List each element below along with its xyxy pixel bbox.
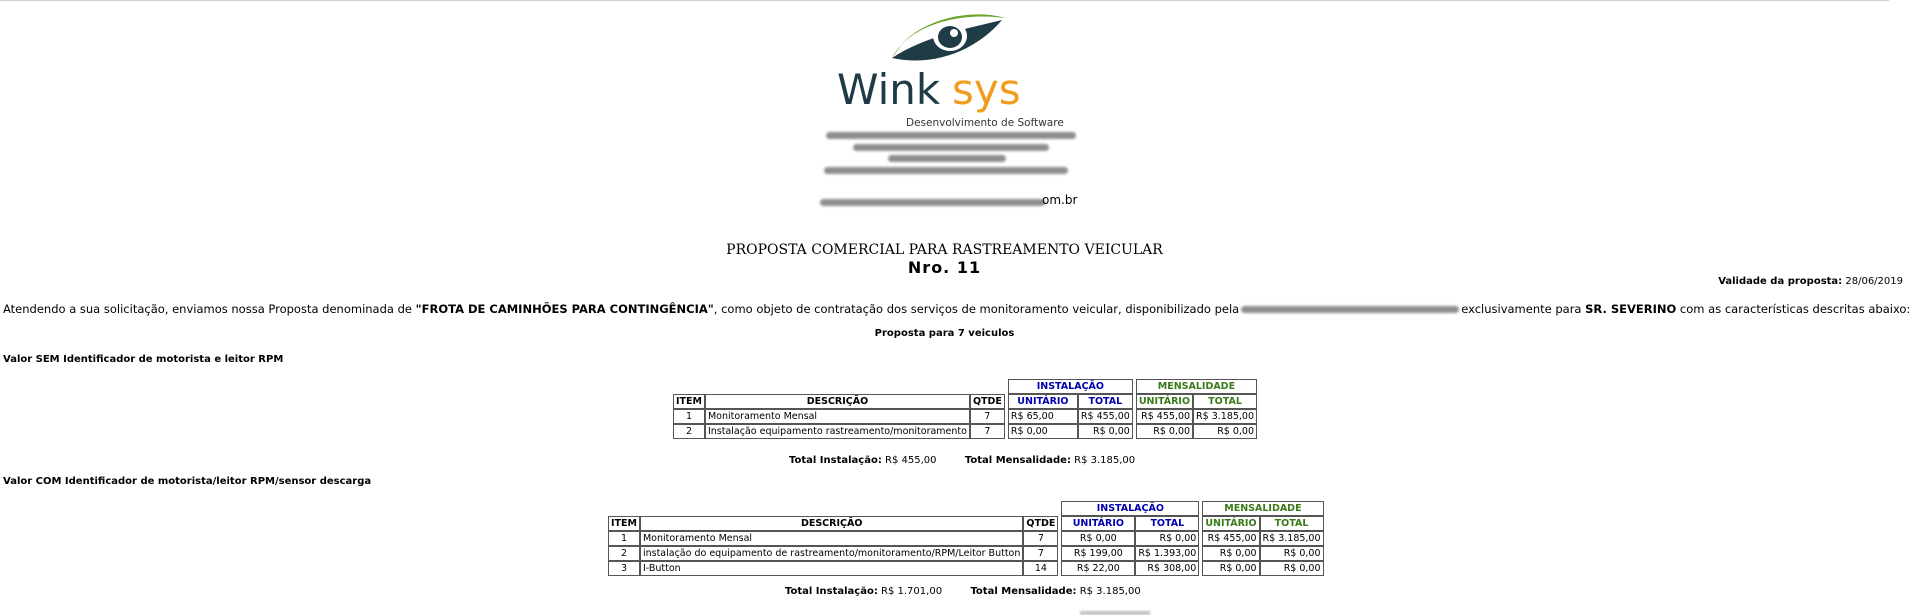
total-inst-label: Total Instalação: bbox=[785, 586, 878, 597]
col-descricao: DESCRIÇÃO bbox=[640, 516, 1023, 531]
group-header-row bbox=[673, 379, 1257, 394]
cell-qtde: 14 bbox=[1023, 561, 1058, 576]
eye-icon bbox=[892, 14, 1005, 60]
section2-table bbox=[608, 501, 1324, 576]
cell-item: 2 bbox=[673, 424, 705, 439]
intro-text-2: , como objeto de contratação dos serviços de monitoramento veicular, disponibilizado pela bbox=[713, 302, 1240, 316]
client-name: SR. SEVERINO bbox=[1585, 302, 1677, 316]
cell-inst-total: R$ 308,00 bbox=[1135, 561, 1199, 576]
cell-inst-unit: R$ 199,00 bbox=[1061, 546, 1135, 561]
proposal-name: "FROTA DE CAMINHÕES PARA CONTINGÊNCIA" bbox=[415, 302, 714, 316]
cell-qtde: 7 bbox=[970, 409, 1005, 424]
table-row bbox=[608, 561, 1324, 576]
cell-item: 1 bbox=[608, 531, 640, 546]
redacted-company bbox=[1241, 306, 1459, 313]
proposal-vehicles: Proposta para 7 veiculos bbox=[874, 328, 1015, 339]
validity bbox=[1718, 276, 1903, 287]
email-suffix: om.br bbox=[1042, 193, 1078, 207]
cell-inst-unit: R$ 0,00 bbox=[1008, 424, 1078, 439]
cell-mens-total: R$ 3.185,00 bbox=[1260, 531, 1324, 546]
cell-inst-unit: R$ 22,00 bbox=[1061, 561, 1135, 576]
group-mensalidade: MENSALIDADE bbox=[1202, 501, 1323, 516]
cell-inst-unit: R$ 65,00 bbox=[1008, 409, 1078, 424]
total-inst-label: Total Instalação: bbox=[789, 455, 882, 466]
group-instalacao: INSTALAÇÃO bbox=[1008, 379, 1133, 394]
redacted-email bbox=[820, 199, 1045, 206]
redacted-company-name bbox=[826, 132, 1076, 139]
brand-sys: sys bbox=[952, 65, 1021, 114]
total-inst-value: R$ 1.701,00 bbox=[881, 586, 943, 597]
cell-mens-total: R$ 0,00 bbox=[1193, 424, 1257, 439]
section1-table bbox=[673, 379, 1257, 439]
intro-text-1: Atendendo a sua solicitação, enviamos nossa Proposta denominada de bbox=[3, 302, 416, 316]
total-mens-value: R$ 3.185,00 bbox=[1074, 455, 1136, 466]
proposal-title: PROPOSTA COMERCIAL PARA RASTREAMENTO VEICULAR bbox=[726, 242, 1163, 258]
cell-desc: Monitoramento Mensal bbox=[640, 531, 1023, 546]
intro-text-4: com as características descritas abaixo: bbox=[1676, 302, 1910, 316]
section1-totals bbox=[789, 455, 1135, 466]
cell-inst-total: R$ 1.393,00 bbox=[1135, 546, 1199, 561]
table-row bbox=[673, 409, 1257, 424]
group-header-row bbox=[608, 501, 1324, 516]
col-mens-unit: UNITÁRIO bbox=[1202, 516, 1259, 531]
col-descricao: DESCRIÇÃO bbox=[705, 394, 970, 409]
cell-mens-unit: R$ 0,00 bbox=[1136, 424, 1193, 439]
cell-mens-unit: R$ 455,00 bbox=[1202, 531, 1259, 546]
cell-desc: I-Button bbox=[640, 561, 1023, 576]
cell-qtde: 7 bbox=[970, 424, 1005, 439]
cell-inst-total: R$ 0,00 bbox=[1078, 424, 1133, 439]
top-border bbox=[0, 0, 1889, 1]
col-mens-unit: UNITÁRIO bbox=[1136, 394, 1193, 409]
col-mens-total: TOTAL bbox=[1260, 516, 1324, 531]
col-inst-total: TOTAL bbox=[1078, 394, 1133, 409]
section2-title: Valor COM Identificador de motorista/leitor RPM/sensor descarga bbox=[3, 476, 372, 487]
cell-mens-unit: R$ 0,00 bbox=[1202, 546, 1259, 561]
brand-wink: Wink bbox=[837, 65, 941, 114]
section1-title: Valor SEM Identificador de motorista e leitor RPM bbox=[3, 354, 284, 365]
table-row bbox=[673, 424, 1257, 439]
total-mens-label: Total Mensalidade: bbox=[964, 455, 1071, 466]
cell-mens-total: R$ 0,00 bbox=[1260, 561, 1324, 576]
cell-desc: Instalação equipamento rastreamento/monitoramento bbox=[705, 424, 970, 439]
cell-inst-unit: R$ 0,00 bbox=[1061, 531, 1135, 546]
cell-mens-total: R$ 0,00 bbox=[1260, 546, 1324, 561]
col-qtde: QTDE bbox=[1023, 516, 1058, 531]
table-row bbox=[608, 531, 1324, 546]
cell-mens-unit: R$ 455,00 bbox=[1136, 409, 1193, 424]
cell-item: 3 bbox=[608, 561, 640, 576]
cell-inst-total: R$ 455,00 bbox=[1078, 409, 1133, 424]
col-inst-unit: UNITÁRIO bbox=[1008, 394, 1078, 409]
table-row bbox=[608, 546, 1324, 561]
section2-totals bbox=[785, 586, 1141, 597]
cell-mens-unit: R$ 0,00 bbox=[1202, 561, 1259, 576]
cell-mens-total: R$ 3.185,00 bbox=[1193, 409, 1257, 424]
col-inst-total: TOTAL bbox=[1135, 516, 1199, 531]
cell-qtde: 7 bbox=[1023, 546, 1058, 561]
redacted-address bbox=[853, 144, 1049, 151]
intro-paragraph bbox=[3, 302, 1910, 316]
proposal-number: Nro. 11 bbox=[907, 258, 982, 277]
col-item: ITEM bbox=[673, 394, 705, 409]
winksys-logo bbox=[830, 6, 1070, 131]
redacted-phone bbox=[824, 167, 1068, 174]
total-mens-label: Total Mensalidade: bbox=[970, 586, 1077, 597]
column-header-row bbox=[608, 516, 1324, 531]
col-qtde: QTDE bbox=[970, 394, 1005, 409]
col-inst-unit: UNITÁRIO bbox=[1061, 516, 1135, 531]
company-email bbox=[820, 193, 1120, 211]
cell-inst-total: R$ 0,00 bbox=[1135, 531, 1199, 546]
cell-desc: Monitoramento Mensal bbox=[705, 409, 970, 424]
cell-item: 2 bbox=[608, 546, 640, 561]
intro-text-3: exclusivamente para bbox=[1461, 302, 1586, 316]
total-inst-value: R$ 455,00 bbox=[885, 455, 937, 466]
cell-desc: instalação do equipamento de rastreamento/monitoramento/RPM/Leitor Button bbox=[640, 546, 1023, 561]
redacted-city bbox=[888, 155, 1006, 162]
cell-item: 1 bbox=[673, 409, 705, 424]
validity-label: Validade da proposta: bbox=[1718, 276, 1843, 287]
col-item: ITEM bbox=[608, 516, 640, 531]
col-mens-total: TOTAL bbox=[1193, 394, 1257, 409]
cut-off-text bbox=[1080, 611, 1150, 615]
group-instalacao: INSTALAÇÃO bbox=[1061, 501, 1199, 516]
group-mensalidade: MENSALIDADE bbox=[1136, 379, 1257, 394]
cell-qtde: 7 bbox=[1023, 531, 1058, 546]
logo-tagline: Desenvolvimento de Software bbox=[906, 117, 1064, 129]
total-mens-value: R$ 3.185,00 bbox=[1079, 586, 1141, 597]
column-header-row bbox=[673, 394, 1257, 409]
validity-date: 28/06/2019 bbox=[1845, 276, 1903, 287]
